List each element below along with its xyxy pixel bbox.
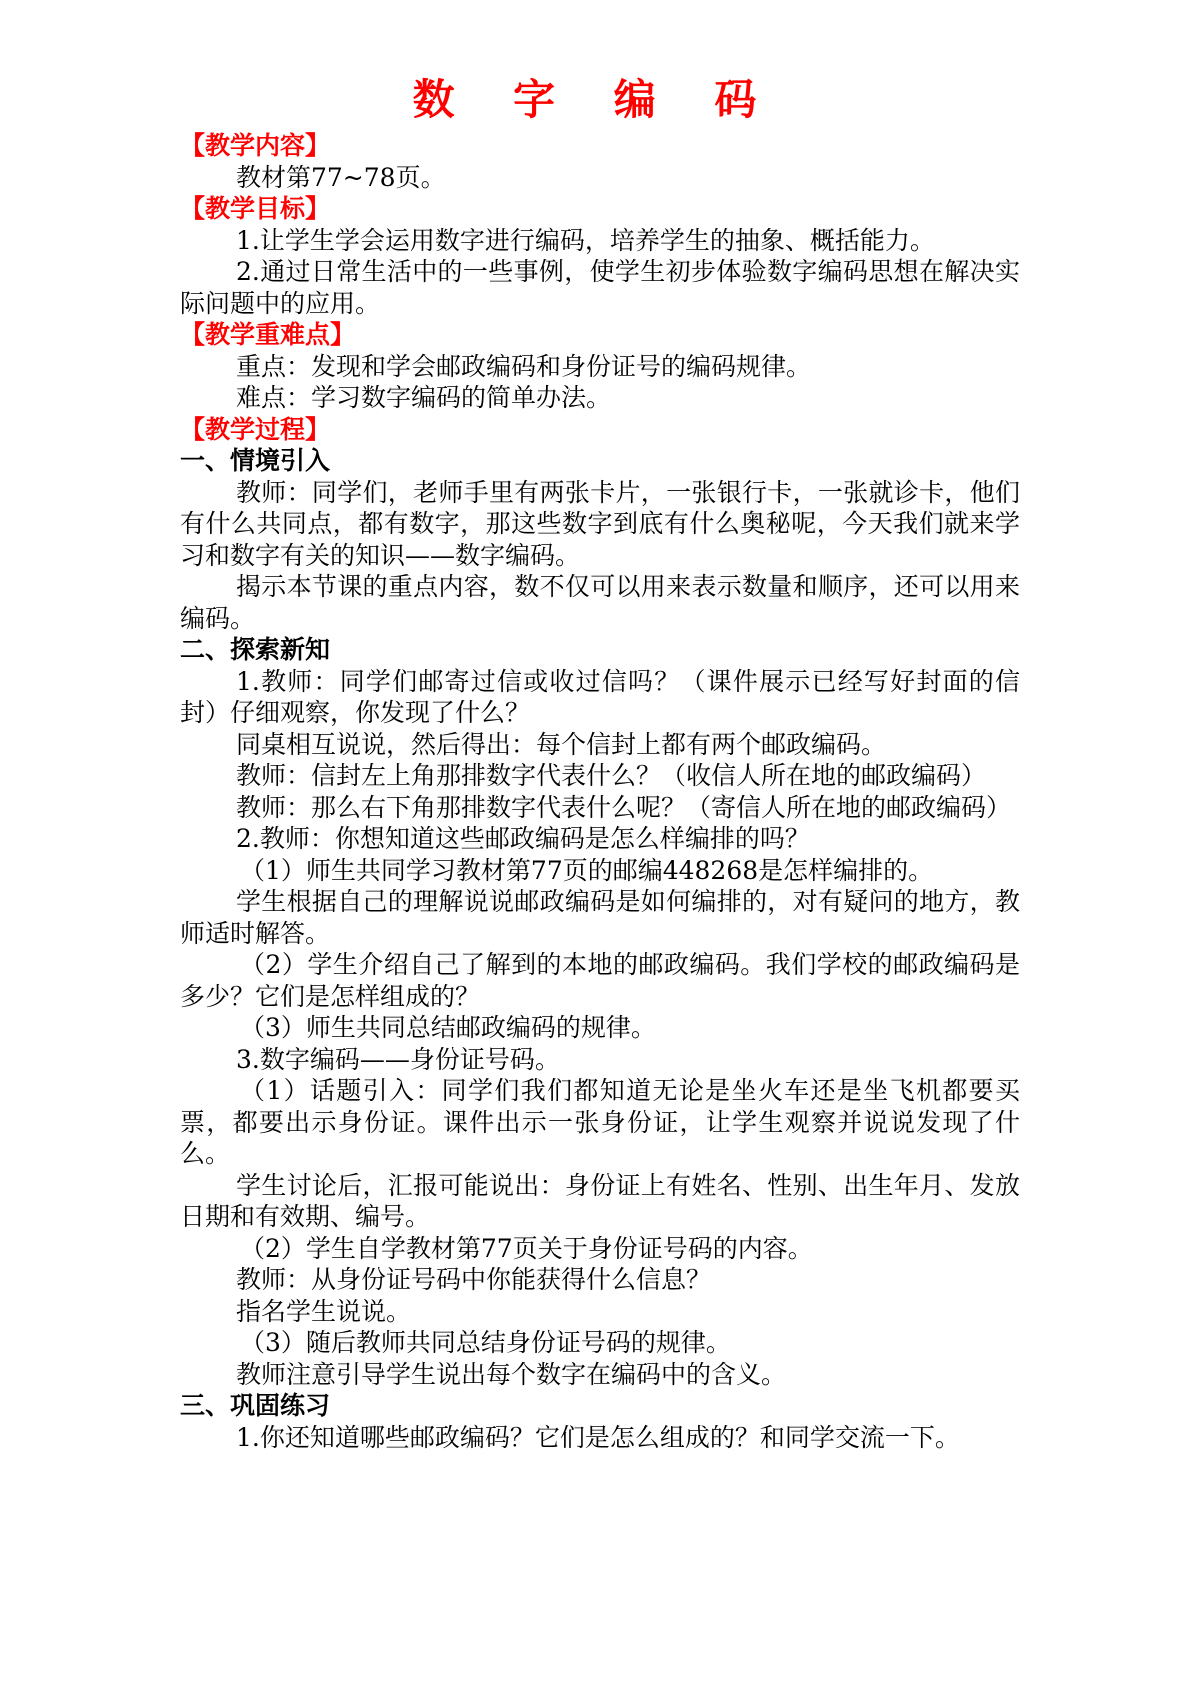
paragraph: 同桌相互说说，然后得出：每个信封上都有两个邮政编码。 [236,729,887,759]
paragraph: 教师：那么右下角那排数字代表什么呢？（寄信人所在地的邮政编码） [236,792,1012,822]
section-heading-goals: 【教学目标】 [180,194,331,223]
paragraph: 教材第77~78页。 [236,162,446,192]
section-heading-content: 【教学内容】 [180,131,331,160]
subheading-explore: 二、探索新知 [180,635,331,664]
paragraph: （1）师生共同学习教材第77页的邮编448268是怎样编排的。 [240,855,934,885]
paragraph: （2）学生介绍自己了解到的本地的邮政编码。我们学校的邮政编码是多少？它们是怎样组成的？ [180,950,1020,1011]
subheading-practice: 三、巩固练习 [180,1391,331,1420]
paragraph: 1.你还知道哪些邮政编码？它们是怎么组成的？和同学交流一下。 [236,1422,960,1452]
paragraph: 指名学生说说。 [236,1296,412,1326]
paragraph: （2）学生自学教材第77页关于身份证号码的内容。 [240,1233,813,1263]
paragraph: 1.让学生学会运用数字进行编码，培养学生的抽象、概括能力。 [236,225,935,255]
document-title: 数 字 编 码 [412,75,779,124]
section-heading-process: 【教学过程】 [180,414,331,444]
paragraph: 3.数字编码——身份证号码。 [236,1044,560,1074]
paragraph: 教师：从身份证号码中你能获得什么信息？ [236,1265,712,1294]
paragraph: （3）随后教师共同总结身份证号码的规律。 [240,1328,731,1357]
paragraph: 教师：信封左上角那排数字代表什么？（收信人所在地的邮政编码） [236,761,987,790]
paragraph: 2.通过日常生活中的一些事例，使学生初步体验数字编码思想在解决实际问题中的应用。 [180,257,1020,318]
paragraph: 2.教师：你想知道这些邮政编码是怎么样编排的吗？ [236,824,810,853]
section-heading-key-points: 【教学重难点】 [180,320,356,349]
paragraph: 学生根据自己的理解说说邮政编码是如何编排的，对有疑问的地方，教师适时解答。 [180,887,1020,948]
paragraph: 难点：学习数字编码的简单办法。 [236,383,612,412]
document-body [180,130,1020,1453]
paragraph: 重点：发现和学会邮政编码和身份证号的编码规律。 [236,351,812,381]
subheading-intro: 一、情境引入 [180,446,331,475]
paragraph: （3）师生共同总结邮政编码的规律。 [240,1013,656,1042]
paragraph: （1）话题引入：同学们我们都知道无论是坐火车还是坐飞机都要买票，都要出示身份证。课件出示一张身份证，让学生观察并说说发现了什么。 [180,1076,1020,1168]
paragraph: 学生讨论后，汇报可能说出：身份证上有姓名、性别、出生年月、发放日期和有效期、编号。 [180,1170,1020,1231]
paragraph: 揭示本节课的重点内容，数不仅可以用来表示数量和顺序，还可以用来编码。 [180,572,1020,633]
paragraph: 1.教师：同学们邮寄过信或收过信吗？（课件展示已经写好封面的信封）仔细观察，你发现了什么？ [180,666,1020,727]
paragraph: 教师：同学们，老师手里有两张卡片，一张银行卡，一张就诊卡，他们有什么共同点，都有数字，那这些数字到底有什么奥秘呢，今天我们就来学习和数字有关的知识——数字编码。 [180,477,1020,570]
paragraph: 教师注意引导学生说出每个数字在编码中的含义。 [236,1359,787,1389]
